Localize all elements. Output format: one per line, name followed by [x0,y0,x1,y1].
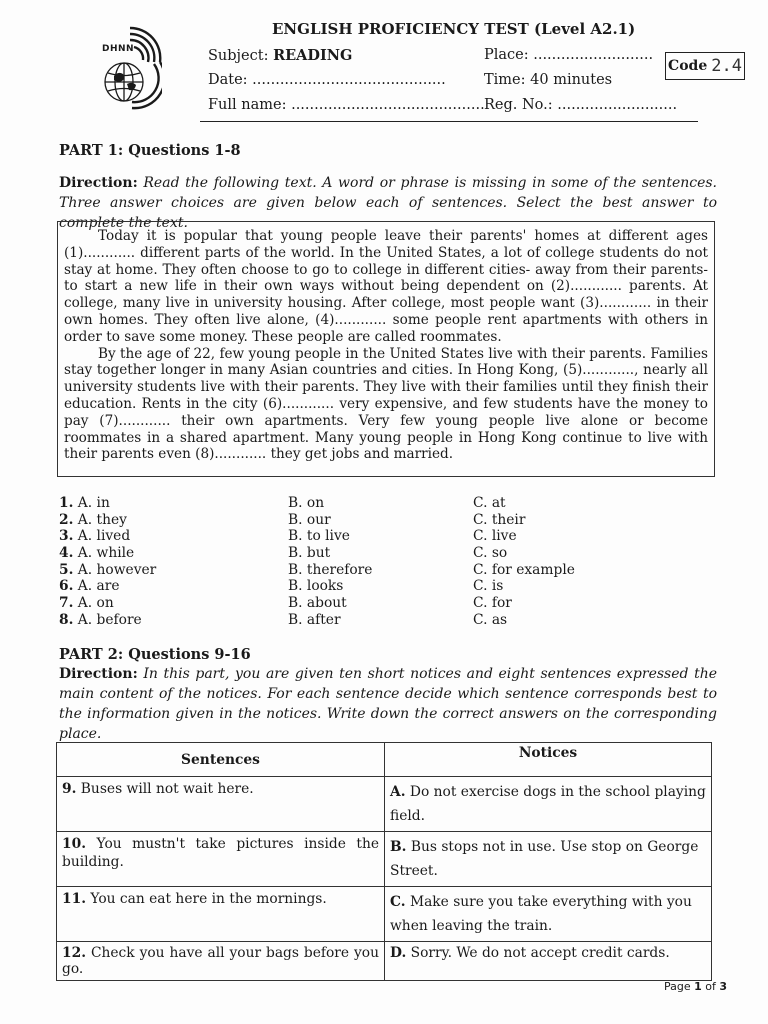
notice-text: Do not exercise dogs in the school playing field. [390,784,706,824]
globe-logo-icon [100,22,162,112]
question-number: 6. [59,578,74,595]
col-sentences: Sentences [57,743,385,777]
question-row-7 [59,595,659,612]
choice-7-b[interactable]: B. about [288,595,347,612]
choice-1-a[interactable] [59,495,110,512]
question-number: 8. [59,611,74,628]
notice-cell [385,777,712,832]
header-divider [200,121,698,122]
choice-5-b[interactable]: B. therefore [288,561,373,578]
choice-2-b[interactable]: B. our [288,511,331,528]
sentence-cell [57,832,385,887]
date-field[interactable]: Date: .......................................... [208,72,446,88]
subject-value: READING [273,47,353,64]
choice-8-c[interactable]: C. as [473,611,508,628]
passage-paragraph-1: Today it is popular that young people leave their parents' homes at different ages (1)............ different parts of the world. In the United States, a lot of college students do not stay at home. They often choose to go to college in different cities- away from their parents- to start a new life in their own ways without being dependent on (2)............ parents. At college, many live in university housing. After college, most people want (3)............ in their own homes. They often live alone, (4)............ some people rent apartments with others in order to save some money. These people are called roommates. [64,228,708,345]
choice-text: A. in [77,495,110,511]
table-row [57,942,712,981]
choice-4-a[interactable] [59,545,134,562]
question-number: 7. [59,595,74,612]
choice-6-b[interactable]: B. looks [288,578,344,595]
sentence-number: 10. [62,836,87,852]
notice-letter: B. [390,839,407,855]
question-row-2 [59,512,659,529]
choice-text: A. on [77,595,114,612]
part2-direction-label: Direction: [59,666,138,682]
question-number: 2. [59,511,74,528]
sentence-number: 9. [62,781,77,797]
notice-cell [385,942,712,981]
sentence-text: Buses will not wait here. [80,781,254,797]
sentence-cell [57,887,385,942]
table-row [57,777,712,832]
choice-5-a[interactable] [59,562,156,579]
table-header-row [57,743,712,777]
notice-letter: C. [390,894,406,910]
notice-letter: D. [390,945,407,961]
sentence-number: 12. [62,945,87,961]
place-field[interactable]: Place: .......................... [484,47,654,63]
choice-text: A. are [77,578,120,595]
part1-direction-label: Direction: [59,175,138,191]
choice-2-c[interactable]: C. their [473,511,526,528]
question-row-4 [59,545,659,562]
subject-label: Subject: [208,48,269,64]
question-row-1 [59,495,659,512]
sentence-text: You can eat here in the mornings. [90,891,327,907]
sentence-text: You mustn't take pictures inside the building. [62,836,379,870]
code-value: 2.4 [711,56,742,76]
notices-table [56,742,712,981]
reading-passage [64,228,708,463]
choice-text: A. however [77,561,157,578]
page-total: 3 [719,980,728,993]
test-title: ENGLISH PROFICIENCY TEST (Level A2.1) [272,20,636,38]
dhnn-logo [100,22,162,112]
logo-text: DHNN [102,44,135,54]
reg-no-field[interactable]: Reg. No.: .......................... [484,97,678,113]
page-current: 1 [694,980,702,993]
choice-1-c[interactable]: C. at [473,495,506,511]
part2-direction-text: In this part, you are given ten short notices and eight sentences expressed the main content of the notices. For each sentence decide which sentence corresponds best to the information given in the notices. Write down the correct answers on the corresponding place. [59,666,717,742]
choice-text: A. while [77,545,135,562]
choice-text: A. before [77,611,142,628]
notice-text: Bus stops not in use. Use stop on George Street. [390,839,699,879]
part1-direction-text: Read the following text. A word or phrase is missing in some of the sentences. Three answer choices are given below each of sentences. Select the best answer to complete the text. [59,175,718,231]
question-number: 1. [59,495,74,511]
choice-7-a[interactable] [59,595,114,612]
question-number: 5. [59,561,74,578]
choice-text: A. lived [77,528,131,545]
page-prefix: Page [664,980,691,993]
subject-line [208,47,352,64]
col-notices: Notices [385,743,712,777]
time-info: Time: 40 minutes [484,72,613,88]
sentence-cell [57,942,385,981]
sentence-number: 11. [62,891,87,907]
passage-paragraph-2: By the age of 22, few young people in the United States live with their parents. Families stay together longer in many Asian countries and cities. In Hong Kong, (5)............, nearly all university students live with their parents. They live with their families until they finish their education. Rents in the city (6)............ very expensive, and few students have the money to pay (7)............ their own apartments. Very few young people live alone or become roommates in a shared apartment. Many young people in Hong Kong continue to live with their parents even (8)............ they get jobs and married. [64,345,708,463]
choice-text: A. they [77,511,127,528]
choice-3-a[interactable] [59,528,130,545]
choice-5-c[interactable]: C. for example [473,561,575,578]
sentence-text: Check you have all your bags before you go. [62,945,379,977]
part1-title: PART 1: Questions 1-8 [59,142,241,159]
notice-text: Sorry. We do not accept credit cards. [410,945,670,961]
question-number: 3. [59,528,74,545]
question-row-3 [59,528,659,545]
question-row-5 [59,562,659,579]
part2-title: PART 2: Questions 9-16 [59,646,251,663]
notice-text: Make sure you take everything with you when leaving the train. [390,894,692,934]
question-row-6 [59,578,659,595]
choice-3-c[interactable]: C. live [473,528,517,545]
table-row [57,887,712,942]
table-row [57,832,712,887]
notice-cell [385,832,712,887]
answer-choices [59,495,659,629]
choice-7-c[interactable]: C. for [473,595,512,612]
page-of: of [705,980,716,993]
full-name-field[interactable]: Full name: .......................................... [208,97,485,113]
notice-cell [385,887,712,942]
sentence-cell [57,777,385,832]
choice-3-b[interactable]: B. to live [288,528,350,545]
question-number: 4. [59,545,74,562]
notice-letter: A. [390,784,406,800]
code-box [665,52,745,80]
choice-4-c[interactable]: C. so [473,545,508,562]
choice-6-c[interactable]: C. is [473,578,504,595]
choice-6-a[interactable] [59,578,120,595]
code-label: Code [668,58,708,74]
choice-8-a[interactable] [59,612,142,629]
choice-2-a[interactable] [59,512,127,529]
choice-1-b[interactable]: B. on [288,495,325,511]
choice-4-b[interactable]: B. but [288,545,331,562]
choice-8-b[interactable]: B. after [288,611,341,628]
question-row-8 [59,612,659,629]
page-number [664,980,727,993]
part2-direction [59,664,717,744]
